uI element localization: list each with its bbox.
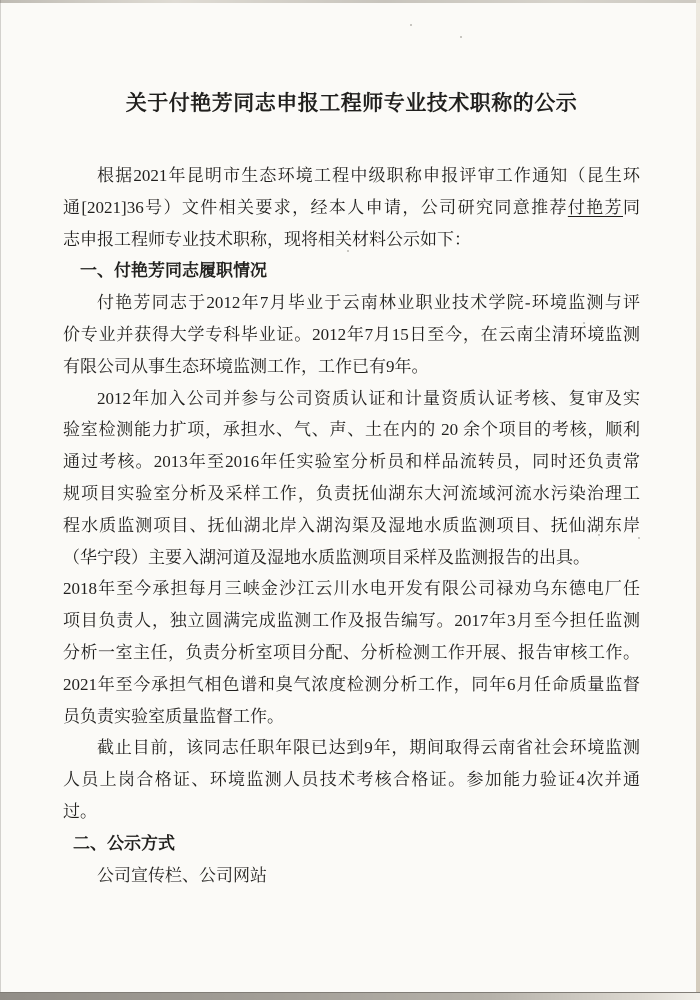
intro-line-2-pre: 通[2021]36号）文件相关要求，经本人申请，公司研究同意推荐 bbox=[63, 197, 568, 217]
paragraph-work-line-8: 项目负责人，独立圆满完成监测工作及报告编写。2017年3月至今担任监测 bbox=[63, 611, 640, 631]
paragraph-work-line-6: （华宁段）主要入湖河道及湿地水质监测项目采样及监测报告的出具。 bbox=[63, 547, 590, 567]
paragraph-work-line-4: 规项目实验室分析及采样工作，负责抚仙湖东大河流域河流水污染治理工 bbox=[63, 483, 640, 503]
paragraph-work-line-10: 2021年至今承担气相色谱和臭气浓度检测分析工作，同年6月任命质量监督 bbox=[63, 674, 640, 694]
paragraph-intro-line-3: 志申报工程师专业技术职称，现将相关材料公示如下： bbox=[63, 229, 471, 249]
intro-line-2-post: 同 bbox=[623, 197, 641, 217]
paragraph-education-line-2: 价专业并获得大学专科毕业证。2012年7月15日至今，在云南尘清环境监测 bbox=[63, 324, 640, 344]
paragraph-summary-line-1: 截止目前，该同志任职年限已达到9年，期间取得云南省社会环境监测 bbox=[97, 738, 640, 758]
paragraph-intro-line-1: 根据2021年昆明市生态环境工程中级职称申报评审工作通知（昆生环 bbox=[97, 166, 640, 185]
section-heading-publicity-method: 二、公示方式 bbox=[73, 833, 175, 853]
paragraph-work-line-2: 验室检测能力扩项，承担水、气、声、土在内的 20 余个项目的考核，顺利 bbox=[63, 420, 640, 440]
paragraph-publicity-line-1: 公司宣传栏、公司网站 bbox=[97, 865, 267, 885]
paragraph-work-line-11: 员负责实验室质量监督工作。 bbox=[63, 706, 284, 726]
scan-edge-left bbox=[0, 0, 1, 1000]
paragraph-intro-line-2 bbox=[63, 192, 640, 224]
paragraph-work-line-3: 通过考核。2013年至2016年任实验室分析员和样品流转员，同时还负责常 bbox=[63, 452, 640, 472]
underlined-applicant-name: 付艳芳 bbox=[567, 197, 624, 217]
paragraph-work-line-7: 2018年至今承担每月三峡金沙江云川水电开发有限公司禄劝乌东德电厂任 bbox=[63, 579, 640, 599]
paragraph-work-line-5: 程水质监测项目、抚仙湖北岸入湖沟渠及湿地水质监测项目、抚仙湖东岸 bbox=[63, 515, 640, 535]
paragraph-work-line-9: 分析一室主任，负责分析室项目分配、分析检测工作开展、报告审核工作。 bbox=[63, 642, 640, 662]
scan-speck bbox=[460, 36, 462, 38]
paragraph-summary-line-2: 人员上岗合格证、环境监测人员技术考核合格证。参加能力验证4次并通 bbox=[63, 770, 640, 790]
paragraph-work-line-1: 2012年加入公司并参与公司资质认证和计量资质认证考核、复审及实 bbox=[97, 388, 640, 408]
scan-speck bbox=[410, 24, 412, 26]
paragraph-summary-line-3: 过。 bbox=[63, 801, 97, 821]
scanner-band-bottom bbox=[0, 992, 700, 1000]
document-title: 关于付艳芳同志申报工程师专业技术职称的公示 bbox=[125, 91, 578, 115]
scan-edge-top bbox=[0, 0, 700, 3]
document-content bbox=[63, 88, 640, 891]
paragraph-education-line-1: 付艳芳同志于2012年7月毕业于云南林业职业技术学院-环境监测与评 bbox=[97, 293, 640, 313]
scan-edge-right bbox=[696, 0, 700, 1000]
paragraph-education-line-3: 有限公司从事生态环境监测工作，工作已有9年。 bbox=[63, 356, 429, 376]
section-heading-performance: 一、付艳芳同志履职情况 bbox=[80, 261, 267, 281]
